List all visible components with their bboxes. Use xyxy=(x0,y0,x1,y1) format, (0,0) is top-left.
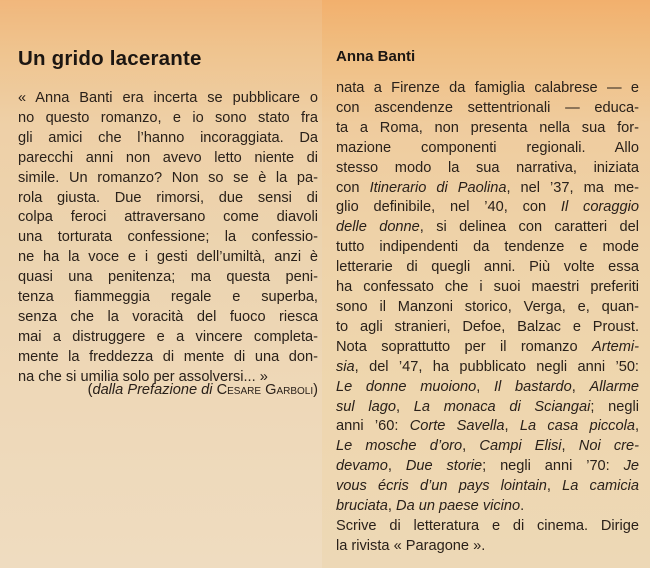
book-title: Noi cre- xyxy=(578,438,640,455)
biography-line xyxy=(336,79,639,99)
biography-line xyxy=(336,378,639,398)
text-segment: ; negli anni ’70: xyxy=(482,458,624,475)
quote-text xyxy=(18,89,318,388)
book-title: sia xyxy=(336,358,355,375)
text-segment: , xyxy=(546,478,563,495)
biography-line xyxy=(336,99,639,119)
text-segment: , del ’47, ha pubblicato negli anni ’50: xyxy=(354,358,639,375)
book-title: bruciata xyxy=(336,498,388,515)
biography-text xyxy=(336,79,639,557)
text-segment: , xyxy=(387,498,397,515)
biography-line xyxy=(336,338,639,358)
text-segment: stesso modo la sua narrativa, iniziata xyxy=(336,159,639,176)
text-segment: la rivista « Paragone ». xyxy=(336,537,486,554)
book-title: Artemi- xyxy=(591,338,639,355)
text-segment: con xyxy=(336,179,370,196)
text-segment: , xyxy=(462,438,480,455)
quote-line: simile. Un romanzo? Non so se è la pa- xyxy=(18,169,318,186)
quote-line: ne ha la voce e i gesti dell’umiltà, anzi è xyxy=(18,249,318,266)
quote-line: parecchi anni non avevo letto niente di xyxy=(18,149,318,166)
biography-line xyxy=(336,258,639,278)
biography-title: Anna Banti xyxy=(336,48,416,65)
biography-line xyxy=(336,437,639,457)
biography-line xyxy=(336,398,639,418)
biography-line xyxy=(336,517,639,537)
biography-line xyxy=(336,218,639,238)
text-segment: , xyxy=(387,458,406,475)
book-title: devamo xyxy=(336,458,388,475)
text-segment: Nota soprattutto per il romanzo xyxy=(336,338,592,355)
book-title: La casa piccola xyxy=(519,418,635,435)
biography-line xyxy=(336,497,639,517)
text-segment: , xyxy=(504,418,520,435)
biography-line xyxy=(336,119,639,139)
biography-line xyxy=(336,318,639,338)
text-segment: Scrive di letteratura e di cinema. Dirige xyxy=(336,517,639,534)
book-title: sul lago xyxy=(336,398,396,415)
text-segment: tutto indipendenti da tendenze e mode xyxy=(336,239,639,256)
text-segment: , xyxy=(561,438,579,455)
text-segment: . xyxy=(520,498,525,515)
text-segment: to agli stranieri, Defoe, Balzac e Proust. xyxy=(336,318,639,335)
quote-line: rola giusta. Due rimorsi, due sensi di xyxy=(18,189,318,206)
book-title: vous écris d’un pays lointain xyxy=(336,478,547,495)
book-title: Due storie xyxy=(405,458,483,475)
book-title: Allarme xyxy=(589,378,640,395)
quote-line: senza che la voracità del fuoco riesca xyxy=(18,308,318,325)
biography-line xyxy=(336,198,639,218)
biography-line xyxy=(336,159,639,179)
biography-line xyxy=(336,537,639,557)
quote-line: una torturata confessione; la confessio- xyxy=(18,229,318,246)
text-segment: con ascendenze settentrionali — educa- xyxy=(336,99,639,116)
quote-line: tenza fiammeggia regale e superba, xyxy=(18,289,318,306)
quote-line: quasi una penitenza; ma questa peni- xyxy=(18,269,318,286)
book-title: Itinerario di Paolina xyxy=(369,179,507,196)
attribution-source: dalla Prefazione di xyxy=(92,382,213,398)
quote-line: mente la freddezza di mente di una don- xyxy=(18,348,318,365)
book-title: Da un paese vicino xyxy=(396,498,521,515)
text-segment: ha confessato che i suoi maestri preferiti xyxy=(336,279,639,296)
book-title: Il bastardo xyxy=(493,378,572,395)
quote-line: no questo romanzo, e io sono stato fra xyxy=(18,109,318,126)
book-title: Il coraggio xyxy=(560,199,639,216)
biography-line xyxy=(336,477,639,497)
text-segment: , nel ’37, ma me- xyxy=(506,179,639,196)
text-segment: sono il Manzoni storico, Verga, e, quan- xyxy=(336,298,639,315)
biography-line xyxy=(336,417,639,437)
text-segment: , xyxy=(571,378,590,395)
text-segment: ; negli xyxy=(590,398,639,415)
attribution-open-paren: ( xyxy=(87,382,93,398)
book-title: Campi Elisi xyxy=(479,438,562,455)
quote-attribution xyxy=(88,382,318,398)
text-segment: glio definibile, nel ’40, con xyxy=(336,199,561,216)
book-title: Le mosche d’oro xyxy=(336,438,463,455)
book-title: Je xyxy=(623,458,640,475)
quote-line: colpa feroci attraversano come diavoli xyxy=(18,209,318,226)
book-title: La camicia xyxy=(562,478,639,495)
biography-line xyxy=(336,358,639,378)
quote-line: « Anna Banti era incerta se pubblicare o xyxy=(18,90,318,106)
text-segment: ta a Roma, non presenta nella sua for- xyxy=(336,119,639,136)
text-segment: nata a Firenze da famiglia calabrese — e xyxy=(336,80,639,96)
text-segment: , xyxy=(395,398,414,415)
text-segment: mazione componenti regionali. Allo xyxy=(336,139,639,156)
attribution-author: Cesare Garboli xyxy=(216,382,314,398)
book-title: Corte Savella xyxy=(409,418,505,435)
quote-line: na che si umilia solo per assolversi... » xyxy=(18,368,268,385)
text-segment: letterarie di quegli anni. Più volte essa xyxy=(336,259,639,276)
text-segment: , si delinea con caratteri del xyxy=(419,219,639,236)
biography-line xyxy=(336,457,639,477)
biography-line xyxy=(336,238,639,258)
book-title: Le donne muoiono xyxy=(336,378,477,395)
book-title: delle donne xyxy=(336,219,420,236)
quote-line: gli amici che l’hanno incoraggiata. Da xyxy=(18,129,318,146)
text-segment: , xyxy=(634,418,640,435)
book-title: La monaca di Sciangai xyxy=(413,398,591,415)
biography-line xyxy=(336,278,639,298)
text-segment: anni ’60: xyxy=(336,418,410,435)
biography-line xyxy=(336,179,639,199)
biography-line xyxy=(336,298,639,318)
quote-line: mai a distruggere e a vincere completa- xyxy=(18,328,318,345)
text-segment: , xyxy=(476,378,494,395)
biography-line xyxy=(336,139,639,159)
attribution-close-paren: ) xyxy=(313,382,318,398)
quote-title: Un grido lacerante xyxy=(18,47,202,70)
